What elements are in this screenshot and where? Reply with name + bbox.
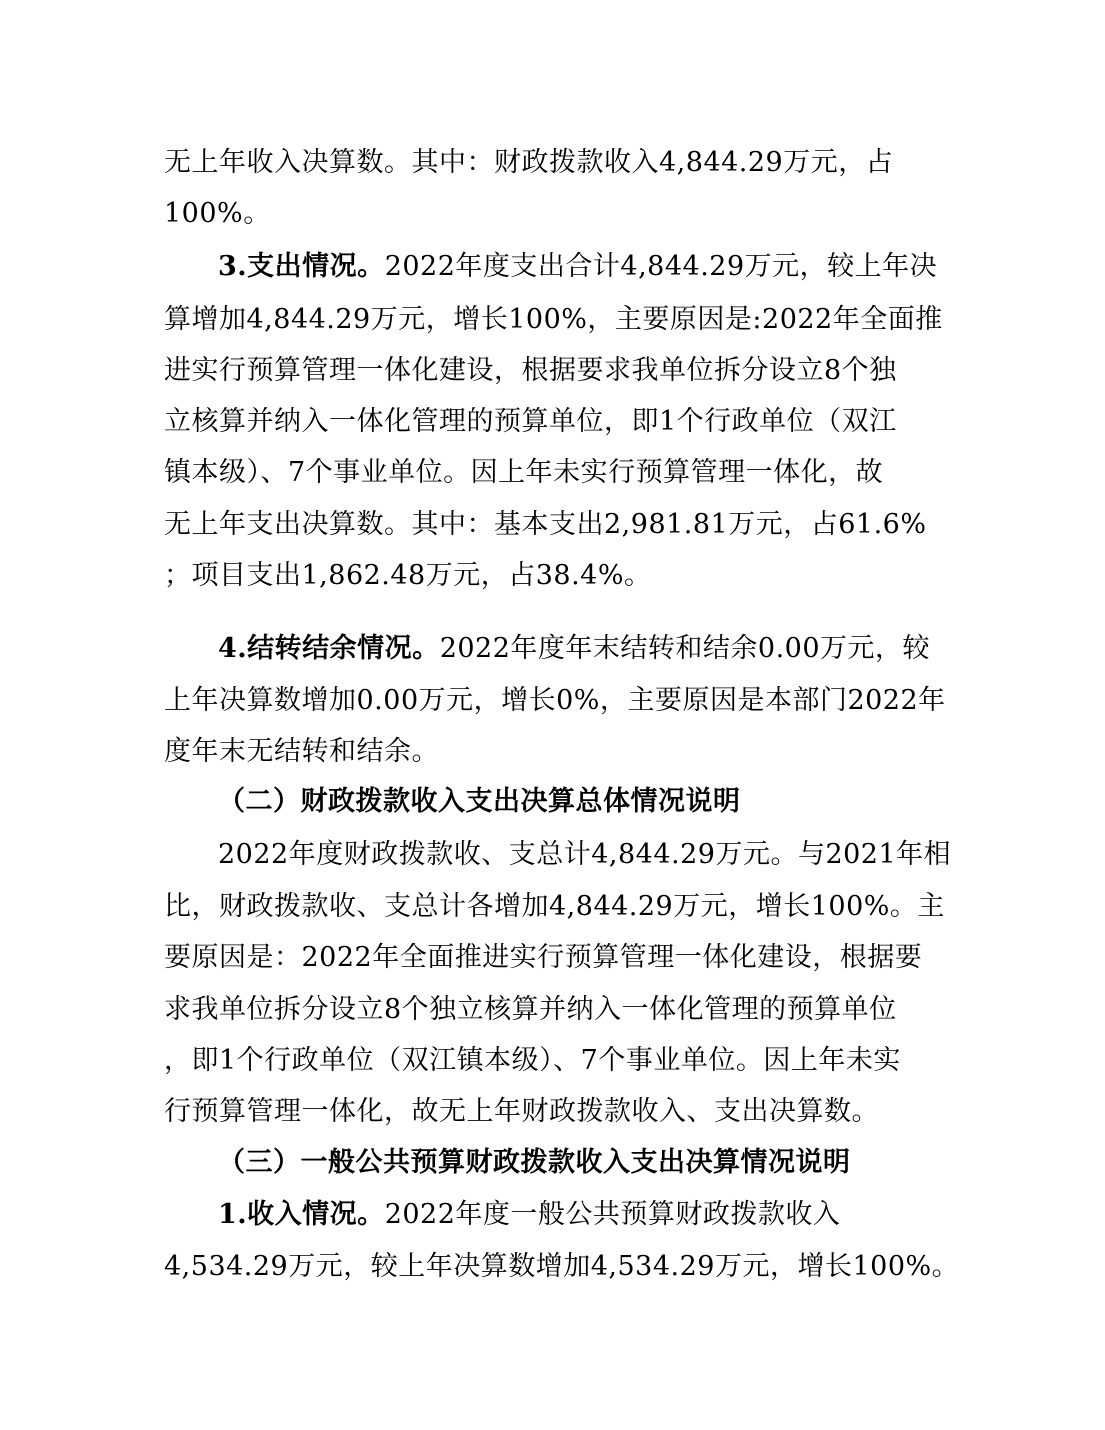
paragraph-line: 算增加4,844.29万元，增长100%，主要原因是:2022年全面推 [164,304,943,335]
section-heading: （二）财政拨款收入支出决算总体情况说明 [218,786,741,817]
paragraph-line: ，即1个行政单位（双江镇本级）、7个事业单位。因上年未实 [164,1045,901,1076]
paragraph-text: 2022年度一般公共预算财政拨款收入 [384,1199,841,1230]
paragraph-first-line [218,250,937,284]
section-heading: （三）一般公共预算财政拨款收入支出决算情况说明 [218,1147,851,1178]
paragraph-lead: 1.收入情况。 [218,1199,385,1230]
paragraph-line: 镇本级）、7个事业单位。因上年未实行预算管理一体化，故 [164,457,884,488]
paragraph-text: 2022年度支出合计4,844.29万元，较上年决 [384,251,938,282]
paragraph-text: 2022年度年末结转和结余0.00万元，较 [439,633,931,664]
paragraph-line: 比，财政拨款收、支总计各增加4,844.29万元，增长100%。主 [164,891,945,922]
paragraph-line: 无上年支出决算数。其中：基本支出2,981.81万元，占61.6% [164,509,927,540]
paragraph-line: 求我单位拆分设立8个独立核算并纳入一体化管理的预算单位 [164,994,897,1025]
paragraph-line: 度年末无结转和结余。 [164,736,439,767]
paragraph-line: ；项目支出1,862.48万元，占38.4%。 [164,560,652,591]
paragraph-first-line [218,632,930,666]
paragraph-line: 行预算管理一体化，故无上年财政拨款收入、支出决算数。 [164,1096,879,1127]
paragraph-line: 100%。 [164,198,271,229]
paragraph-line: 4,534.29万元，较上年决算数增加4,534.29万元，增长100%。 [164,1251,960,1282]
paragraph-line: 立核算并纳入一体化管理的预算单位，即1个行政单位（双江 [164,406,897,437]
paragraph-line: 要原因是：2022年全面推进实行预算管理一体化建设，根据要 [164,942,923,973]
paragraph-line: 上年决算数增加0.00万元，增长0%，主要原因是本部门2022年 [164,685,946,716]
paragraph-line: 2022年度财政拨款收、支总计4,844.29万元。与2021年相 [218,839,952,870]
paragraph-line: 进实行预算管理一体化建设，根据要求我单位拆分设立8个独 [164,355,897,386]
paragraph-lead: 3.支出情况。 [218,251,385,282]
paragraph-lead: 4.结转结余情况。 [218,633,440,664]
paragraph-first-line [218,1198,840,1232]
paragraph-line: 无上年收入决算数。其中：财政拨款收入4,844.29万元，占 [164,147,894,178]
